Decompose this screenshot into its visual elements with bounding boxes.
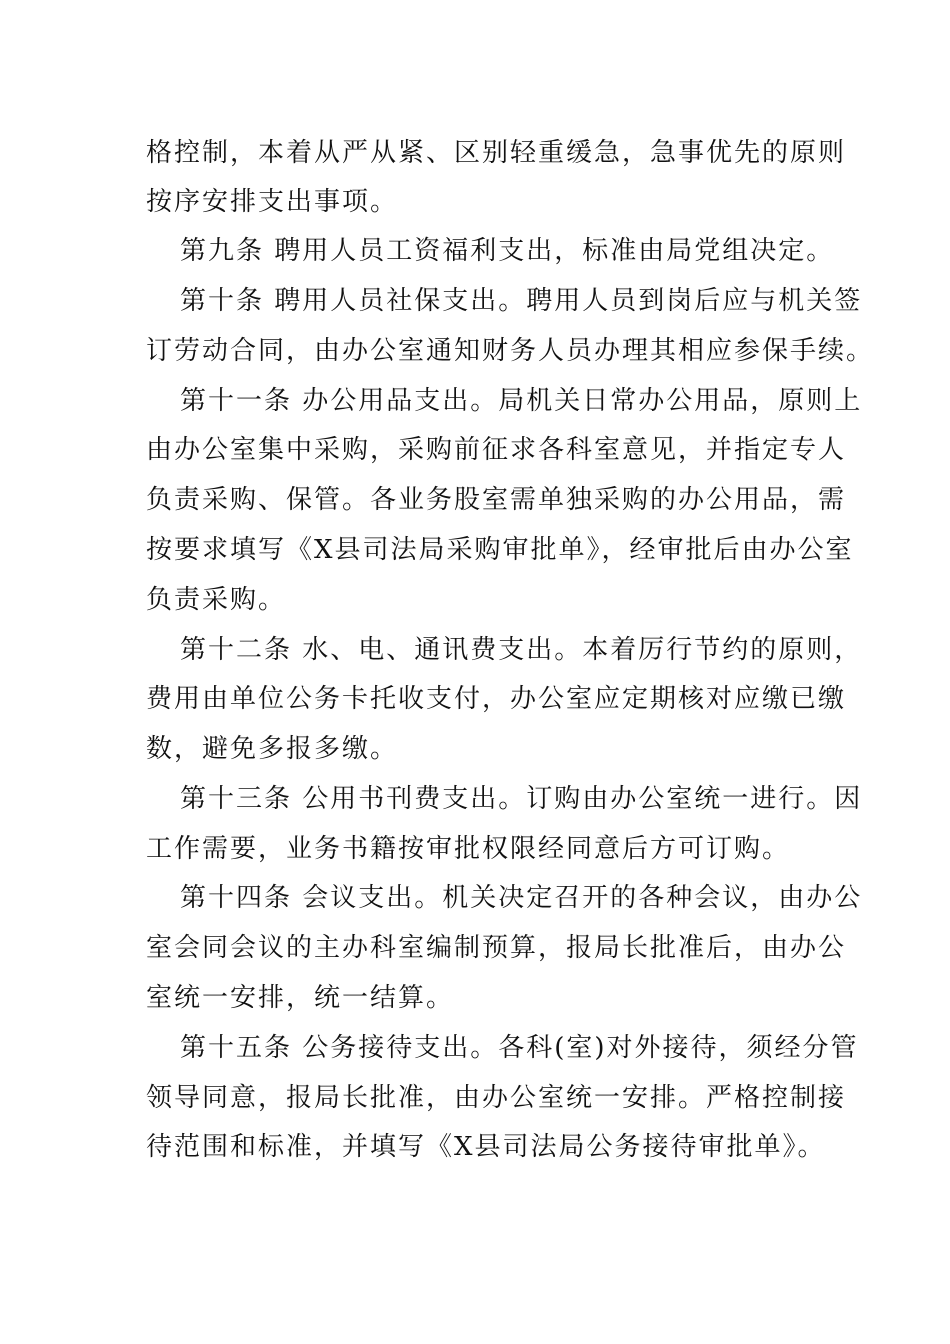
text-line: 按序安排支出事项。 xyxy=(146,187,399,217)
text-line: 由办公室集中采购，采购前征求各科室意见，并指定专人 xyxy=(146,435,847,465)
article-12-line: 第十二条 水、电、通讯费支出。本着厉行节约的原则， xyxy=(180,635,863,665)
article-10-line: 第十条 聘用人员社保支出。聘用人员到岗后应与机关签 xyxy=(180,286,863,316)
text-line: 工作需要，业务书籍按审批权限经同意后方可订购。 xyxy=(146,834,791,864)
text-line: 负责采购。 xyxy=(146,585,287,615)
text-line: 数，避免多报多缴。 xyxy=(146,734,399,764)
article-13-line: 第十三条 公用书刊费支出。订购由办公室统一进行。因 xyxy=(180,784,863,814)
text-line: 格控制，本着从严从紧、区别轻重缓急，急事优先的原则 xyxy=(146,138,847,168)
article-11-line: 第十一条 办公用品支出。局机关日常办公用品，原则上 xyxy=(180,386,863,416)
article-9-line: 第九条 聘用人员工资福利支出，标准由局党组决定。 xyxy=(180,236,835,266)
text-line: 室会同会议的主办科室编制预算，报局长批准后，由办公 xyxy=(146,933,847,963)
article-14-line: 第十四条 会议支出。机关决定召开的各种会议，由办公 xyxy=(180,883,863,913)
text-line: 待范围和标准，并填写《X县司法局公务接待审批单》。 xyxy=(146,1132,826,1162)
text-line: 订劳动合同，由办公室通知财务人员办理其相应参保手续。 xyxy=(146,336,875,366)
article-15-line: 第十五条 公务接待支出。各科(室)对外接待，须经分管 xyxy=(180,1033,859,1063)
text-line: 按要求填写《X县司法局采购审批单》，经审批后由办公室 xyxy=(146,535,854,565)
text-line: 室统一安排，统一结算。 xyxy=(146,983,455,1013)
text-line: 领导同意，报局长批准，由办公室统一安排。严格控制接 xyxy=(146,1083,847,1113)
text-line: 负责采购、保管。各业务股室需单独采购的办公用品，需 xyxy=(146,485,847,515)
text-line: 费用由单位公务卡托收支付，办公室应定期核对应缴已缴 xyxy=(146,684,847,714)
